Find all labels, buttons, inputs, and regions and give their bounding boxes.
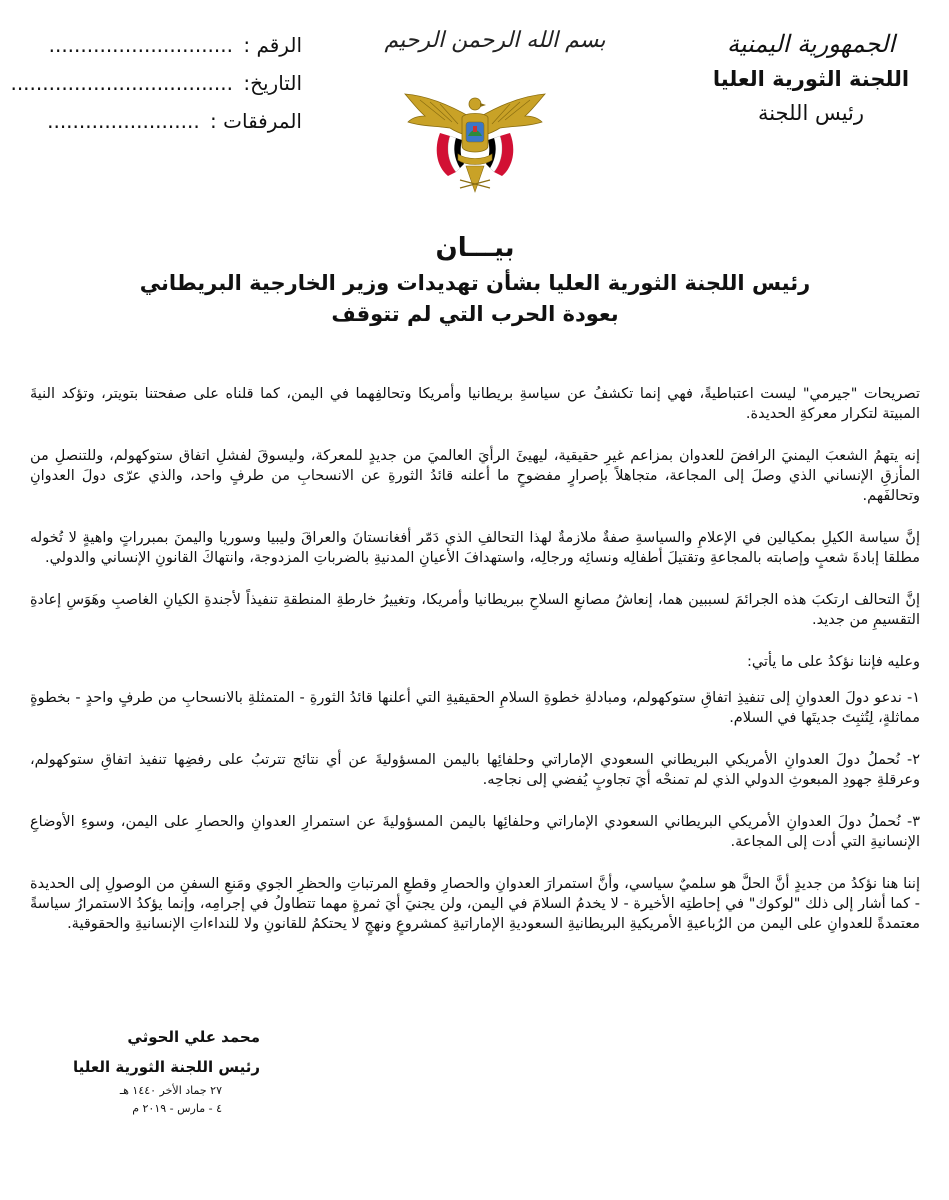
paragraph: تصريحات "جيرمي" ليست اعتباطيةً، فهي إنما تكشفُ عن سياسةِ بريطانيا وأمريكا وتحالفِهما في اليمن، كما قلناه على صفحتنا بتويتر، وتؤكد النيةَ المبيتة لتكرار معركةِ الحديدة. — [30, 386, 920, 422]
committee-name: اللجنة الثورية العليا — [712, 67, 910, 91]
date-label: التاريخ: — [243, 71, 302, 95]
paragraph: إنَّ سياسة الكيلِ بمكيالين في الإعلامِ والسياسةِ صفةٌ ملازمةٌ لهذا التحالفِ الذي دَمّر أفغانستانَ والعراقَ وليبيا وسوريا واليمنَ بمبرراتٍ واهيةٍ لا تُخوله مطلقا إبادةَ شعبٍ وإصابته بالمجاعةِ وتقتيلَ أطفالِه ونسائِه ورجالِه، واستهدافَ الأعيانِ المدنيةِ بالضرباتِ المزدوجة، وانتهاكَ القانونِ الإنساني والدولي. — [30, 530, 920, 566]
republic-name: الجمهورية اليمنية — [726, 30, 896, 58]
attachments-label: المرفقات : — [210, 109, 302, 133]
date-dots: ................................... — [10, 71, 233, 95]
list-item: ٢- نُحملُ دولَ العدوانِ الأمريكي البريطاني السعودي الإماراتي وحلفائِها باليمن المسؤوليةَ عن أي نتائج تترتبُ على رفضِها تنفيذ اتفاقِ ستوكهولم، وعرقلةِ جهودِ المبعوثِ الدولي الذي لم تمنحْه أيَ تجاوبٍ يُفضي إلى نجاحِه. — [30, 752, 920, 788]
yemen-emblem-icon — [400, 88, 550, 198]
reference-number-dots: ............................. — [48, 33, 233, 57]
paragraph: إنَّ التحالف ارتكبَ هذه الجرائمَ لسببين هما، إنعاشُ مصانعِ السلاحِ ببريطانيا وأمريكا، وتغييرُ خارطةِ المنطقةِ تنفيذاً لأجندةِ الكيانِ الغاصبِ وهَوَسِ إعادةِ التقسيمِ من جديد. — [30, 592, 920, 628]
letterhead-right — [701, 26, 921, 130]
signatory-title: رئيس اللجنة الثورية العليا — [73, 1058, 260, 1076]
paragraph: وعليه فإننا نؤكدُ على ما يأتي: — [746, 654, 920, 670]
paragraph: إننا هنا نؤكدُ من جديدٍ أنَّ الحلَّ هو سلميٌ سياسي، وأنَّ استمرارَ العدوانِ والحصارِ وقطعِ المرتباتِ والحظرِ الجوي ومَنعِ السفنِ من الوصولِ إلى الحديدة - كما أشار إلى ذلك "لوكوك" في إحاطتِه الأخيرة - لا يخدمُ السلامَ في اليمن، ولن يجنيَ أيَ ثمرةٍ مهما تتطاولُ في إجرامِه، وإنما يؤكدُ الاستمرارُ سياسةً معتمدةً للعدوانِ على اليمن من الرُباعيةِ الأمريكيةِ البريطانيةِ السعوديةِ الإماراتيةِ كمشروعٍ ونهجٍ لا يحتكمُ للقانونِ ولا للنداءاتِ الإنسانيةِ والحقوقية. — [30, 876, 920, 932]
committee-president-label: رئيس اللجنة — [757, 101, 865, 125]
date-field — [12, 64, 302, 102]
date-gregorian: ٤ - مارس - ٢٠١٩ م — [132, 1102, 222, 1115]
statement-subtitle-line1: رئيس اللجنة الثورية العليا بشأن تهديدات وزير الخارجية البريطاني — [139, 271, 811, 295]
paragraph: إنه يتهمُ الشعبَ اليمنيَ الرافضَ للعدوان بمزاعم غيرِ حقيقية، ليهيئَ الرأيَ العالميَ من جديدٍ للمعركة، وليسوقَ لفشلِ اتفاق ستوكهولم، وللتنصلِ من المأزقِ الإنساني الذي وصلَ إلى المجاعة، متجاهلاً بإصرارٍ مفضوحٍ ما أعلنه قائدُ الثورةِ عن الانسحابِ من طرفٍ واحد، والذي عرّى دولَ العدوانِ وتحالفَهم. — [30, 448, 920, 504]
statement-subtitle-line2: بعودة الحرب التي لم تتوقف — [331, 302, 619, 326]
reference-fields — [12, 26, 302, 140]
attachments-field — [12, 102, 302, 140]
signature-block — [60, 1022, 260, 1118]
statement-title: بيـــان — [435, 233, 515, 263]
list-item: ١- ندعو دولَ العدوانِ إلى تنفيذِ اتفاقِ ستوكهولم، ومبادلةِ خطوةِ السلامِ الحقيقيةِ التي أعلنها قائدُ الثورةِ - المتمثلةِ بالانسحابِ من طرفٍ واحدٍ - بخطوةٍ مماثلةٍ، لِتُثبِتَ جديتَها في السلام. — [30, 690, 920, 726]
basmala: بسم الله الرحمن الرحيم — [384, 28, 606, 53]
statement-body — [30, 384, 920, 956]
date-hijri: ٢٧ جماد الأخر ١٤٤٠ هـ — [119, 1084, 222, 1097]
attachments-dots: ........................ — [47, 109, 200, 133]
list-item: ٣- نُحملُ دولَ العدوانِ الأمريكي البريطاني السعودي الإماراتي وحلفائِها باليمن المسؤوليةَ عن استمرارِ العدوانِ والحصارِ على اليمن، وسوءِ الأوضاعِ الإنسانيةِ التي أدت إلى المجاعة. — [30, 814, 920, 850]
reference-number-label: الرقم : — [243, 33, 302, 57]
reference-number-field — [12, 26, 302, 64]
statement-title-block — [60, 228, 890, 330]
signatory-name: محمد علي الحوثي — [127, 1028, 260, 1046]
